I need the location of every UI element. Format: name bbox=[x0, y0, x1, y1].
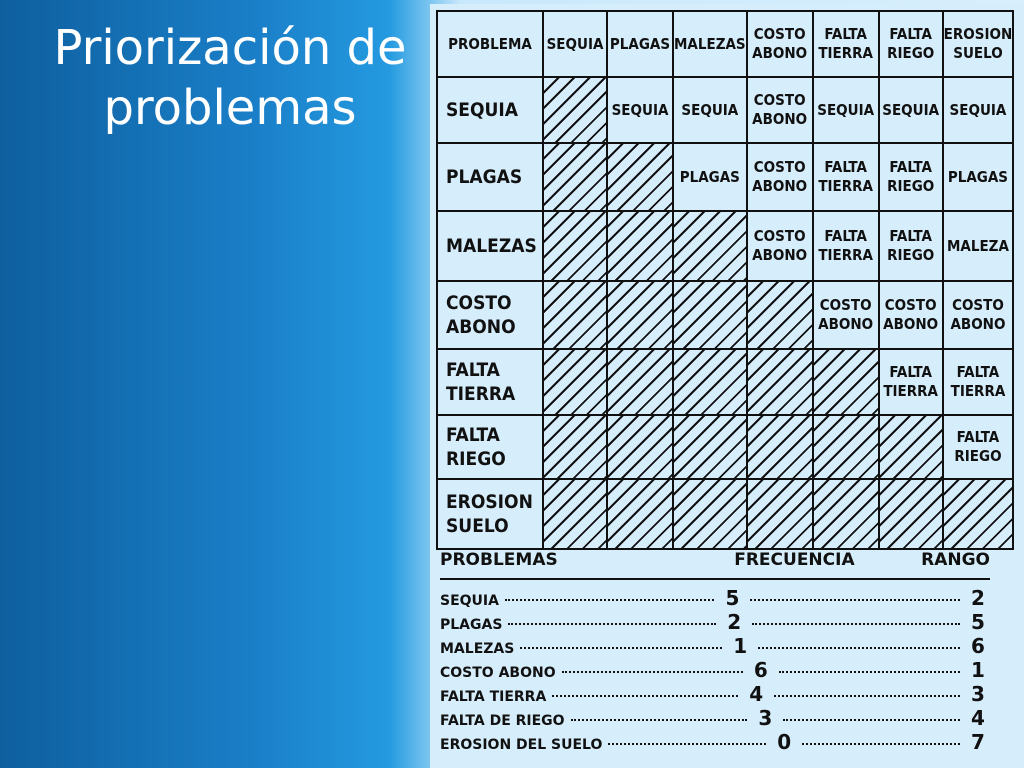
matrix-column-header: PLAGAS bbox=[607, 11, 673, 77]
summary-problem: SEQUIA bbox=[440, 593, 499, 609]
summary-problem: FALTA TIERRA bbox=[440, 689, 547, 705]
matrix-cell-hatched bbox=[879, 479, 943, 549]
matrix-cell: COSTO ABONO bbox=[813, 281, 879, 349]
summary-rank: 1 bbox=[971, 658, 985, 682]
summary-problem: COSTO ABONO bbox=[440, 665, 556, 681]
matrix-cell: COSTO ABONO bbox=[943, 281, 1014, 349]
summary-rank: 3 bbox=[971, 682, 985, 706]
matrix-cell-hatched bbox=[673, 479, 747, 549]
matrix-row bbox=[437, 415, 1013, 479]
matrix-cell-hatched bbox=[543, 415, 607, 479]
matrix-row-header: EROSION SUELO bbox=[437, 479, 543, 549]
matrix-row-header: FALTA TIERRA bbox=[437, 349, 543, 415]
matrix-row bbox=[437, 143, 1013, 211]
dot-leader bbox=[562, 671, 743, 673]
matrix-cell-hatched bbox=[543, 349, 607, 415]
matrix-cell: FALTA RIEGO bbox=[879, 211, 943, 281]
dot-leader bbox=[505, 599, 715, 601]
matrix-column-header: COSTO ABONO bbox=[747, 11, 813, 77]
summary-problem: EROSION DEL SUELO bbox=[440, 737, 603, 753]
matrix-cell-hatched bbox=[673, 415, 747, 479]
summary-problem: FALTA DE RIEGO bbox=[440, 713, 565, 729]
matrix-cell: SEQUIA bbox=[943, 77, 1014, 143]
matrix-cell: SEQUIA bbox=[673, 77, 747, 143]
dot-leader bbox=[520, 647, 722, 649]
summary-rank: 5 bbox=[971, 610, 985, 634]
header-rank: RANGO bbox=[921, 550, 990, 570]
matrix-row-header: FALTA RIEGO bbox=[437, 415, 543, 479]
matrix-cell-hatched bbox=[673, 211, 747, 281]
matrix-column-header: FALTA TIERRA bbox=[813, 11, 879, 77]
dot-leader bbox=[752, 623, 960, 625]
matrix-cell-hatched bbox=[813, 349, 879, 415]
priority-worksheet bbox=[430, 4, 1024, 768]
header-frequency: FRECUENCIA bbox=[734, 550, 855, 570]
dot-leader bbox=[552, 695, 738, 697]
dot-leader bbox=[608, 743, 766, 745]
matrix-row bbox=[437, 77, 1013, 143]
dot-leader bbox=[571, 719, 748, 721]
summary-rank: 6 bbox=[971, 634, 985, 658]
slide-title: Priorización de problemas bbox=[53, 20, 407, 136]
matrix-cell: FALTA TIERRA bbox=[813, 211, 879, 281]
matrix-row-header: SEQUIA bbox=[437, 77, 543, 143]
summary-row bbox=[440, 682, 990, 706]
pairwise-matrix bbox=[436, 10, 1014, 550]
matrix-cell: PLAGAS bbox=[673, 143, 747, 211]
summary-frequency: 0 bbox=[777, 730, 792, 754]
matrix-column-header: SEQUIA bbox=[543, 11, 607, 77]
matrix-row bbox=[437, 479, 1013, 549]
matrix-cell-hatched bbox=[943, 479, 1014, 549]
matrix-cell-hatched bbox=[747, 415, 813, 479]
matrix-cell-hatched bbox=[607, 281, 673, 349]
matrix-cell-hatched bbox=[607, 479, 673, 549]
matrix-cell-hatched bbox=[673, 281, 747, 349]
matrix-cell-hatched bbox=[673, 349, 747, 415]
matrix-row-header: PLAGAS bbox=[437, 143, 543, 211]
summary-rank: 7 bbox=[971, 730, 985, 754]
matrix-cell-hatched bbox=[543, 281, 607, 349]
dot-leader bbox=[783, 719, 960, 721]
matrix-row bbox=[437, 349, 1013, 415]
summary-row bbox=[440, 730, 990, 754]
matrix-cell: PLAGAS bbox=[943, 143, 1014, 211]
matrix-column-header: MALEZAS bbox=[673, 11, 747, 77]
matrix-cell-hatched bbox=[543, 479, 607, 549]
matrix-cell: FALTA TIERRA bbox=[943, 349, 1014, 415]
summary-frequency: 5 bbox=[725, 586, 740, 610]
matrix-cell-hatched bbox=[607, 143, 673, 211]
summary-frequency: 4 bbox=[749, 682, 764, 706]
summary-header bbox=[440, 550, 990, 580]
matrix-cell-hatched bbox=[607, 415, 673, 479]
matrix-row-header: MALEZAS bbox=[437, 211, 543, 281]
matrix-cell-hatched bbox=[813, 415, 879, 479]
header-problems: PROBLEMAS bbox=[440, 550, 558, 570]
matrix-cell: FALTA TIERRA bbox=[879, 349, 943, 415]
matrix-cell-hatched bbox=[607, 349, 673, 415]
matrix-corner: PROBLEMA bbox=[437, 11, 543, 77]
matrix-cell-hatched bbox=[607, 211, 673, 281]
summary-problem: PLAGAS bbox=[440, 617, 503, 633]
matrix-cell: COSTO ABONO bbox=[747, 143, 813, 211]
dot-leader bbox=[802, 743, 960, 745]
matrix-cell: SEQUIA bbox=[879, 77, 943, 143]
matrix-cell: COSTO ABONO bbox=[747, 77, 813, 143]
summary-row bbox=[440, 610, 990, 634]
summary-table bbox=[440, 550, 990, 754]
matrix-cell-hatched bbox=[747, 281, 813, 349]
summary-rank: 4 bbox=[971, 706, 985, 730]
dot-leader bbox=[750, 599, 960, 601]
summary-problem: MALEZAS bbox=[440, 641, 515, 657]
matrix-cell: SEQUIA bbox=[813, 77, 879, 143]
summary-frequency: 3 bbox=[758, 706, 773, 730]
dot-leader bbox=[758, 647, 960, 649]
matrix-row bbox=[437, 211, 1013, 281]
dot-leader bbox=[779, 671, 960, 673]
summary-frequency: 2 bbox=[727, 610, 742, 634]
matrix-cell-hatched bbox=[543, 77, 607, 143]
matrix-column-header: FALTA RIEGO bbox=[879, 11, 943, 77]
matrix-cell: FALTA TIERRA bbox=[813, 143, 879, 211]
matrix-column-header: EROSION SUELO bbox=[943, 11, 1014, 77]
matrix-cell-hatched bbox=[747, 479, 813, 549]
matrix-cell-hatched bbox=[543, 143, 607, 211]
matrix-cell-hatched bbox=[879, 415, 943, 479]
matrix-cell-hatched bbox=[543, 211, 607, 281]
matrix-row bbox=[437, 281, 1013, 349]
summary-row bbox=[440, 658, 990, 682]
matrix-row-header: COSTO ABONO bbox=[437, 281, 543, 349]
matrix-cell-hatched bbox=[813, 479, 879, 549]
summary-row bbox=[440, 634, 990, 658]
matrix-cell: MALEZA bbox=[943, 211, 1014, 281]
matrix-cell: COSTO ABONO bbox=[879, 281, 943, 349]
matrix-cell: SEQUIA bbox=[607, 77, 673, 143]
matrix-cell: COSTO ABONO bbox=[747, 211, 813, 281]
dot-leader bbox=[774, 695, 960, 697]
matrix-header-row bbox=[437, 11, 1013, 77]
summary-frequency: 1 bbox=[733, 634, 748, 658]
matrix-cell: FALTA RIEGO bbox=[879, 143, 943, 211]
summary-row bbox=[440, 586, 990, 610]
summary-row bbox=[440, 706, 990, 730]
dot-leader bbox=[508, 623, 716, 625]
matrix-cell: FALTA RIEGO bbox=[943, 415, 1014, 479]
summary-frequency: 6 bbox=[753, 658, 768, 682]
matrix-cell-hatched bbox=[747, 349, 813, 415]
summary-rank: 2 bbox=[971, 586, 985, 610]
